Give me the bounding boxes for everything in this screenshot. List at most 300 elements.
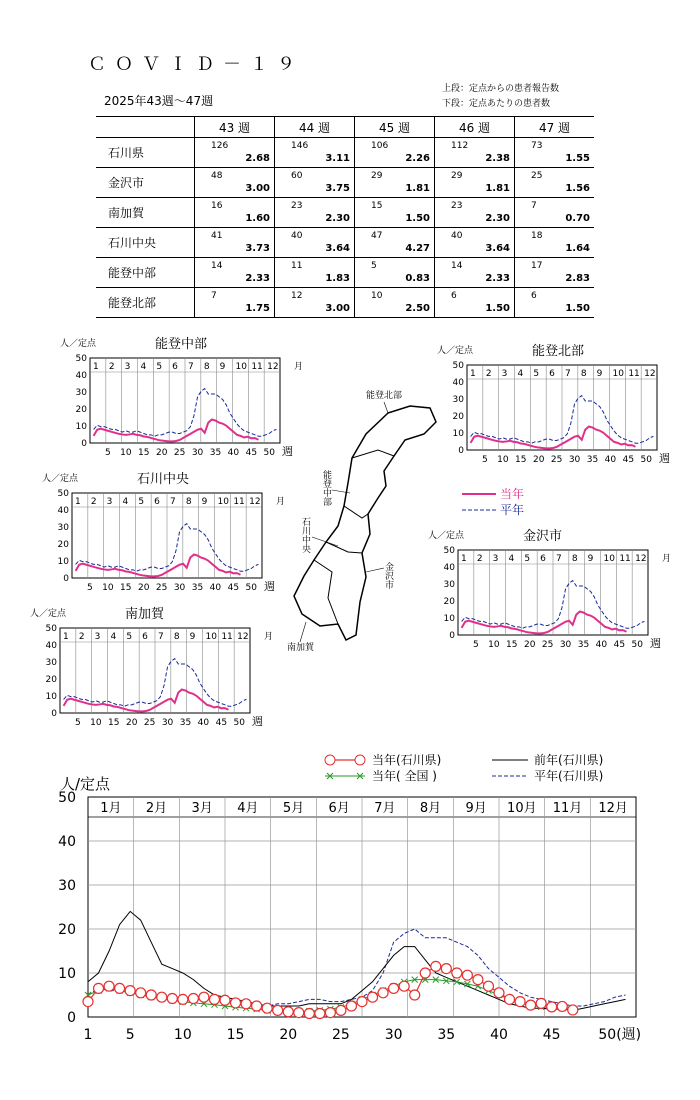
pref-point [494, 988, 504, 998]
legend-label: 前年(石川県) [534, 753, 604, 767]
report-count: 41 [211, 231, 223, 241]
legend-current-label: 当年 [500, 487, 525, 501]
pref-point [304, 1008, 314, 1018]
report-count: 5 [371, 261, 377, 271]
main-x-tick-label: 15 [226, 1027, 245, 1043]
y-tick-label: 40 [452, 378, 464, 388]
report-count: 48 [211, 171, 223, 181]
table-cell [195, 138, 275, 168]
x-tick-label: 25 [550, 455, 563, 465]
region-name: 能登北部 [96, 288, 195, 318]
pref-point [146, 990, 156, 1000]
y-tick-label: 20 [443, 597, 455, 607]
pref-point [378, 988, 388, 998]
page-title: ＣＯＶＩＤ－１９ [88, 54, 304, 75]
main-x-tick-label: 30 [384, 1027, 403, 1043]
per-sentinel-rate: 3.11 [325, 153, 350, 164]
month-label: 12 [644, 369, 656, 379]
pref-point [357, 997, 367, 1007]
main-month-label: 12月 [598, 801, 628, 816]
table-cell [515, 228, 595, 258]
month-unit: 月 [276, 497, 286, 507]
pref-point [115, 983, 125, 993]
y-tick-label: 40 [57, 506, 69, 516]
per-sentinel-rate: 2.30 [485, 213, 510, 224]
leader-line [366, 568, 384, 572]
month-label: 9 [596, 369, 603, 379]
month-label: 7 [158, 632, 164, 642]
report-count: 16 [211, 201, 223, 211]
pref-point [315, 1008, 325, 1018]
table-cell [195, 198, 275, 228]
pref-point [399, 981, 409, 991]
regional-chart [428, 528, 671, 650]
pref-point [94, 983, 104, 993]
table-row [96, 138, 594, 168]
month-label: 3 [501, 369, 508, 379]
report-count: 17 [531, 261, 543, 271]
month-label: 1 [470, 369, 476, 379]
legend-label: 当年(石川県) [372, 753, 442, 767]
y-tick-label: 0 [81, 439, 87, 449]
pref-point [178, 994, 188, 1004]
x-tick-label: 20 [155, 448, 168, 458]
per-sentinel-rate: 2.33 [245, 273, 270, 284]
y-tick-label: 30 [443, 580, 455, 590]
x-tick-label: 5 [482, 455, 488, 465]
pref-point [483, 981, 493, 991]
month-label: 2 [78, 632, 85, 642]
table-corner [96, 117, 195, 138]
table-cell [195, 228, 275, 258]
month-label: 10 [205, 632, 217, 642]
main-y-tick-label: 30 [58, 878, 76, 894]
pref-point [336, 1005, 346, 1015]
x-tick-label: 10 [90, 718, 102, 728]
month-label: 3 [106, 497, 113, 507]
y-tick-label: 10 [57, 557, 69, 567]
pref-point [136, 988, 146, 998]
month-label: 2 [476, 554, 483, 564]
x-tick-label: 45 [245, 448, 258, 458]
month-label: 7 [565, 369, 571, 379]
month-label: 1 [63, 632, 69, 642]
table-cell [355, 168, 435, 198]
leader-line [384, 402, 388, 413]
legend-label: 平年(石川県) [534, 769, 604, 783]
x-tick-label: 20 [137, 583, 150, 593]
unit-label: 人／定点 [60, 339, 97, 349]
week-unit: 週 [650, 637, 661, 650]
x-tick-label: 10 [497, 455, 509, 465]
table-cell [275, 258, 355, 288]
month-label: 10 [603, 554, 615, 564]
report-count: 126 [211, 141, 229, 151]
pref-point [199, 992, 209, 1002]
report-count: 29 [451, 171, 463, 181]
main-x-tick-label: 25 [332, 1027, 350, 1043]
month-label: 4 [508, 554, 515, 564]
x-tick-label: 40 [209, 583, 222, 593]
month-label: 11 [233, 497, 245, 507]
pref-point [346, 1001, 356, 1011]
x-tick-label: 25 [155, 583, 168, 593]
month-label: 1 [461, 554, 467, 564]
per-sentinel-rate: 2.30 [325, 213, 350, 224]
month-label: 4 [517, 369, 524, 379]
pref-point [505, 994, 515, 1004]
table-cell [275, 168, 355, 198]
unit-label: 人／定点 [428, 531, 465, 541]
note-upper: 上段：定点からの患者報告数 [442, 84, 560, 94]
pref-point [452, 968, 462, 978]
y-tick-label: 30 [57, 523, 69, 533]
report-count: 6 [531, 291, 537, 301]
x-tick-label: 50 [245, 583, 257, 593]
table-cell [275, 228, 355, 258]
x-tick-label: 30 [568, 455, 581, 465]
regional-charts [0, 330, 700, 750]
per-sentinel-rate: 1.81 [485, 183, 510, 194]
unit-label: 人／定点 [42, 474, 79, 484]
x-tick-label: 45 [227, 583, 240, 593]
x-tick-label: 20 [523, 640, 536, 650]
regional-chart [30, 606, 273, 728]
per-sentinel-rate: 3.75 [325, 183, 350, 194]
table-cell [435, 168, 515, 198]
pref-point [167, 994, 177, 1004]
y-tick-label: 50 [443, 546, 455, 556]
map-label-noto-north: 能登北部 [366, 391, 403, 401]
report-count: 106 [371, 141, 389, 151]
month-label: 12 [237, 632, 249, 642]
y-tick-label: 20 [452, 412, 464, 422]
pref-point [231, 998, 241, 1008]
month-label: 9 [189, 632, 196, 642]
report-count: 7 [531, 201, 537, 211]
per-sentinel-rate: 1.56 [565, 183, 590, 194]
table-row [96, 168, 594, 198]
per-sentinel-rate: 2.83 [565, 273, 590, 284]
x-tick-label: 25 [143, 718, 156, 728]
table-cell [355, 228, 435, 258]
pref-point [441, 964, 451, 974]
month-label: 6 [142, 632, 148, 642]
report-count: 11 [291, 261, 303, 271]
y-tick-label: 30 [75, 388, 87, 398]
region-chart-title: 石川中央 [137, 472, 190, 487]
y-tick-label: 30 [45, 658, 57, 668]
pref-point [515, 997, 525, 1007]
x-tick-label: 15 [515, 455, 527, 465]
per-sentinel-rate: 0.83 [405, 273, 430, 284]
pref-point [368, 992, 378, 1002]
month-label: 3 [492, 554, 499, 564]
week-unit: 週 [659, 452, 670, 465]
per-sentinel-rate: 3.00 [245, 183, 270, 194]
unit-label: 人／定点 [437, 346, 474, 356]
per-sentinel-rate: 2.33 [485, 273, 510, 284]
month-label: 4 [110, 632, 117, 642]
per-sentinel-rate: 1.50 [485, 303, 510, 314]
weekly-table [96, 116, 594, 318]
pref-point [462, 970, 472, 980]
regional-chart [60, 336, 303, 458]
month-label: 9 [201, 497, 208, 507]
per-sentinel-rate: 3.64 [485, 243, 510, 254]
week-header: 43 週 [195, 117, 275, 138]
y-tick-label: 50 [75, 354, 87, 364]
region-name: 南加賀 [96, 198, 195, 228]
pref-point [252, 1001, 262, 1011]
x-tick-label: 40 [227, 448, 240, 458]
table-cell [435, 288, 515, 318]
pref-point [473, 975, 483, 985]
pref-point [125, 986, 135, 996]
region-name: 金沢市 [96, 168, 195, 198]
table-row [96, 198, 594, 228]
month-label: 12 [249, 497, 261, 507]
x-tick-label: 5 [87, 583, 93, 593]
week-unit: 週 [282, 445, 293, 458]
report-count: 146 [291, 141, 309, 151]
week-header: 46 週 [435, 117, 515, 138]
main-y-tick-label: 10 [58, 966, 76, 982]
report-count: 7 [211, 291, 217, 301]
month-label: 5 [156, 362, 163, 372]
month-label: 6 [549, 369, 555, 379]
report-count: 15 [371, 201, 383, 211]
table-cell [515, 258, 595, 288]
y-tick-label: 40 [45, 641, 57, 651]
per-sentinel-rate: 1.75 [245, 303, 270, 314]
pref-point [262, 1003, 272, 1013]
legend-label: 当年( 全国 ) [372, 769, 437, 783]
per-sentinel-rate: 2.50 [405, 303, 430, 314]
x-tick-label: 10 [488, 640, 500, 650]
x-tick-label: 35 [179, 718, 192, 728]
table-cell [515, 288, 595, 318]
pref-point [325, 1008, 335, 1018]
month-label: 1 [93, 362, 99, 372]
month-label: 12 [635, 554, 647, 564]
legend-average-label: 平年 [500, 503, 525, 517]
week-header: 45 週 [355, 117, 435, 138]
month-label: 11 [619, 554, 631, 564]
y-tick-label: 50 [57, 489, 69, 499]
y-tick-label: 40 [75, 371, 87, 381]
month-label: 12 [267, 362, 279, 372]
x-tick-label: 35 [577, 640, 590, 650]
pref-point [83, 997, 93, 1007]
pref-point [526, 1000, 536, 1010]
report-count: 14 [451, 261, 463, 271]
per-sentinel-rate: 1.55 [565, 153, 590, 164]
month-label: 2 [108, 362, 115, 372]
table-cell [195, 258, 275, 288]
per-sentinel-rate: 1.64 [565, 243, 590, 254]
table-row [96, 288, 594, 318]
x-tick-label: 50 [631, 640, 643, 650]
month-label: 9 [219, 362, 226, 372]
main-chart [0, 745, 700, 1100]
map-label-kanazawa: 金沢市 [383, 562, 393, 589]
x-tick-label: 35 [191, 583, 204, 593]
x-tick-label: 50 [640, 455, 652, 465]
report-period: 2025年43週～47週 [104, 94, 214, 108]
x-tick-label: 30 [173, 583, 186, 593]
report-count: 18 [531, 231, 543, 241]
main-unit-label: 人/定点 [60, 775, 111, 793]
per-sentinel-rate: 2.38 [485, 153, 510, 164]
ishikawa-map [287, 389, 436, 653]
pref-point [157, 992, 167, 1002]
report-count: 23 [291, 201, 303, 211]
main-month-label: 4月 [237, 801, 259, 816]
map-label-noto-central: 能登中部 [321, 470, 331, 506]
region-chart-title: 金沢市 [523, 529, 563, 544]
y-tick-label: 50 [452, 361, 464, 371]
y-tick-label: 30 [452, 395, 464, 405]
month-label: 6 [172, 362, 178, 372]
x-tick-label: 10 [102, 583, 114, 593]
x-tick-label: 50 [263, 448, 275, 458]
main-month-label: 5月 [282, 801, 305, 816]
x-tick-label: 15 [138, 448, 150, 458]
pref-point [568, 1005, 578, 1015]
y-tick-label: 10 [75, 422, 87, 432]
week-unit: 週 [252, 715, 263, 728]
main-month-label: 2月 [145, 801, 168, 816]
per-sentinel-rate: 0.70 [565, 213, 590, 224]
month-label: 7 [188, 362, 194, 372]
x-tick-label: 30 [191, 448, 204, 458]
month-label: 11 [628, 369, 640, 379]
table-cell [195, 288, 275, 318]
main-month-label: 10月 [507, 801, 537, 816]
main-x-tick-label: 20 [279, 1027, 298, 1043]
y-tick-label: 40 [443, 563, 455, 573]
region-name: 能登中部 [96, 258, 195, 288]
report-count: 60 [291, 171, 303, 181]
pref-point [104, 981, 114, 991]
month-label: 11 [221, 632, 233, 642]
table-row [96, 258, 594, 288]
pref-point [273, 1005, 283, 1015]
main-month-label: 7月 [374, 801, 396, 816]
x-tick-label: 45 [215, 718, 228, 728]
x-tick-label: 40 [595, 640, 608, 650]
month-label: 1 [75, 497, 81, 507]
month-label: 2 [485, 369, 492, 379]
pref-point [294, 1008, 304, 1018]
pref-point [557, 1001, 567, 1011]
month-label: 3 [94, 632, 101, 642]
x-tick-label: 5 [473, 640, 479, 650]
per-sentinel-rate: 3.64 [325, 243, 350, 254]
month-unit: 月 [264, 632, 274, 642]
week-unit: 週 [264, 580, 275, 593]
pref-point [241, 999, 251, 1009]
y-tick-label: 50 [45, 624, 57, 634]
month-label: 5 [126, 632, 133, 642]
y-tick-label: 20 [45, 675, 57, 685]
x-tick-label: 20 [532, 455, 545, 465]
main-month-label: 1月 [100, 801, 122, 816]
per-sentinel-rate: 1.60 [245, 213, 270, 224]
x-tick-label: 45 [613, 640, 626, 650]
y-tick-label: 0 [449, 631, 455, 641]
pref-point [220, 995, 230, 1005]
x-tick-label: 15 [108, 718, 120, 728]
y-tick-label: 10 [443, 614, 455, 624]
y-tick-label: 20 [57, 540, 69, 550]
pref-point [420, 968, 430, 978]
table-cell [435, 228, 515, 258]
region-name: 石川県 [96, 138, 195, 168]
per-sentinel-rate: 4.27 [405, 243, 430, 254]
week-header: 44 週 [275, 117, 355, 138]
x-tick-label: 15 [120, 583, 132, 593]
main-x-tick-label: 35 [437, 1027, 456, 1043]
region-name: 石川中央 [96, 228, 195, 258]
y-tick-label: 0 [458, 446, 464, 456]
x-tick-label: 10 [120, 448, 132, 458]
pref-point [410, 990, 420, 1000]
region-chart-title: 南加賀 [125, 607, 165, 622]
table-cell [435, 258, 515, 288]
unit-label: 人／定点 [30, 609, 67, 619]
main-x-tick-label: 5 [125, 1027, 135, 1043]
month-label: 8 [571, 554, 578, 564]
month-unit: 月 [662, 554, 672, 564]
y-tick-label: 10 [452, 429, 464, 439]
y-tick-label: 0 [51, 709, 57, 719]
per-sentinel-rate: 1.81 [405, 183, 430, 194]
per-sentinel-rate: 2.26 [405, 153, 430, 164]
main-y-tick-label: 50 [58, 790, 76, 806]
table-cell [515, 138, 595, 168]
x-tick-label: 20 [125, 718, 138, 728]
table-cell [275, 138, 355, 168]
x-tick-label: 25 [173, 448, 186, 458]
month-label: 6 [540, 554, 546, 564]
month-unit: 月 [294, 362, 304, 372]
x-tick-label: 30 [161, 718, 174, 728]
table-cell [355, 198, 435, 228]
report-count: 29 [371, 171, 383, 181]
main-y-tick-label: 20 [58, 922, 76, 938]
report-count: 112 [451, 141, 469, 151]
legend-marker [355, 755, 365, 765]
region-chart-title: 能登中部 [155, 337, 208, 352]
x-tick-label: 40 [604, 455, 617, 465]
month-label: 5 [138, 497, 145, 507]
table-cell [515, 168, 595, 198]
leader-line [300, 622, 306, 642]
per-sentinel-rate: 3.73 [245, 243, 270, 254]
month-label: 5 [533, 369, 540, 379]
month-label: 4 [122, 497, 129, 507]
main-month-label: 11月 [552, 801, 583, 816]
per-sentinel-rate: 1.83 [325, 273, 350, 284]
main-month-label: 3月 [191, 801, 213, 816]
table-cell [515, 198, 595, 228]
per-sentinel-rate: 2.68 [245, 153, 270, 164]
month-label: 10 [612, 369, 624, 379]
x-tick-label: 35 [209, 448, 222, 458]
report-count: 12 [291, 291, 303, 301]
